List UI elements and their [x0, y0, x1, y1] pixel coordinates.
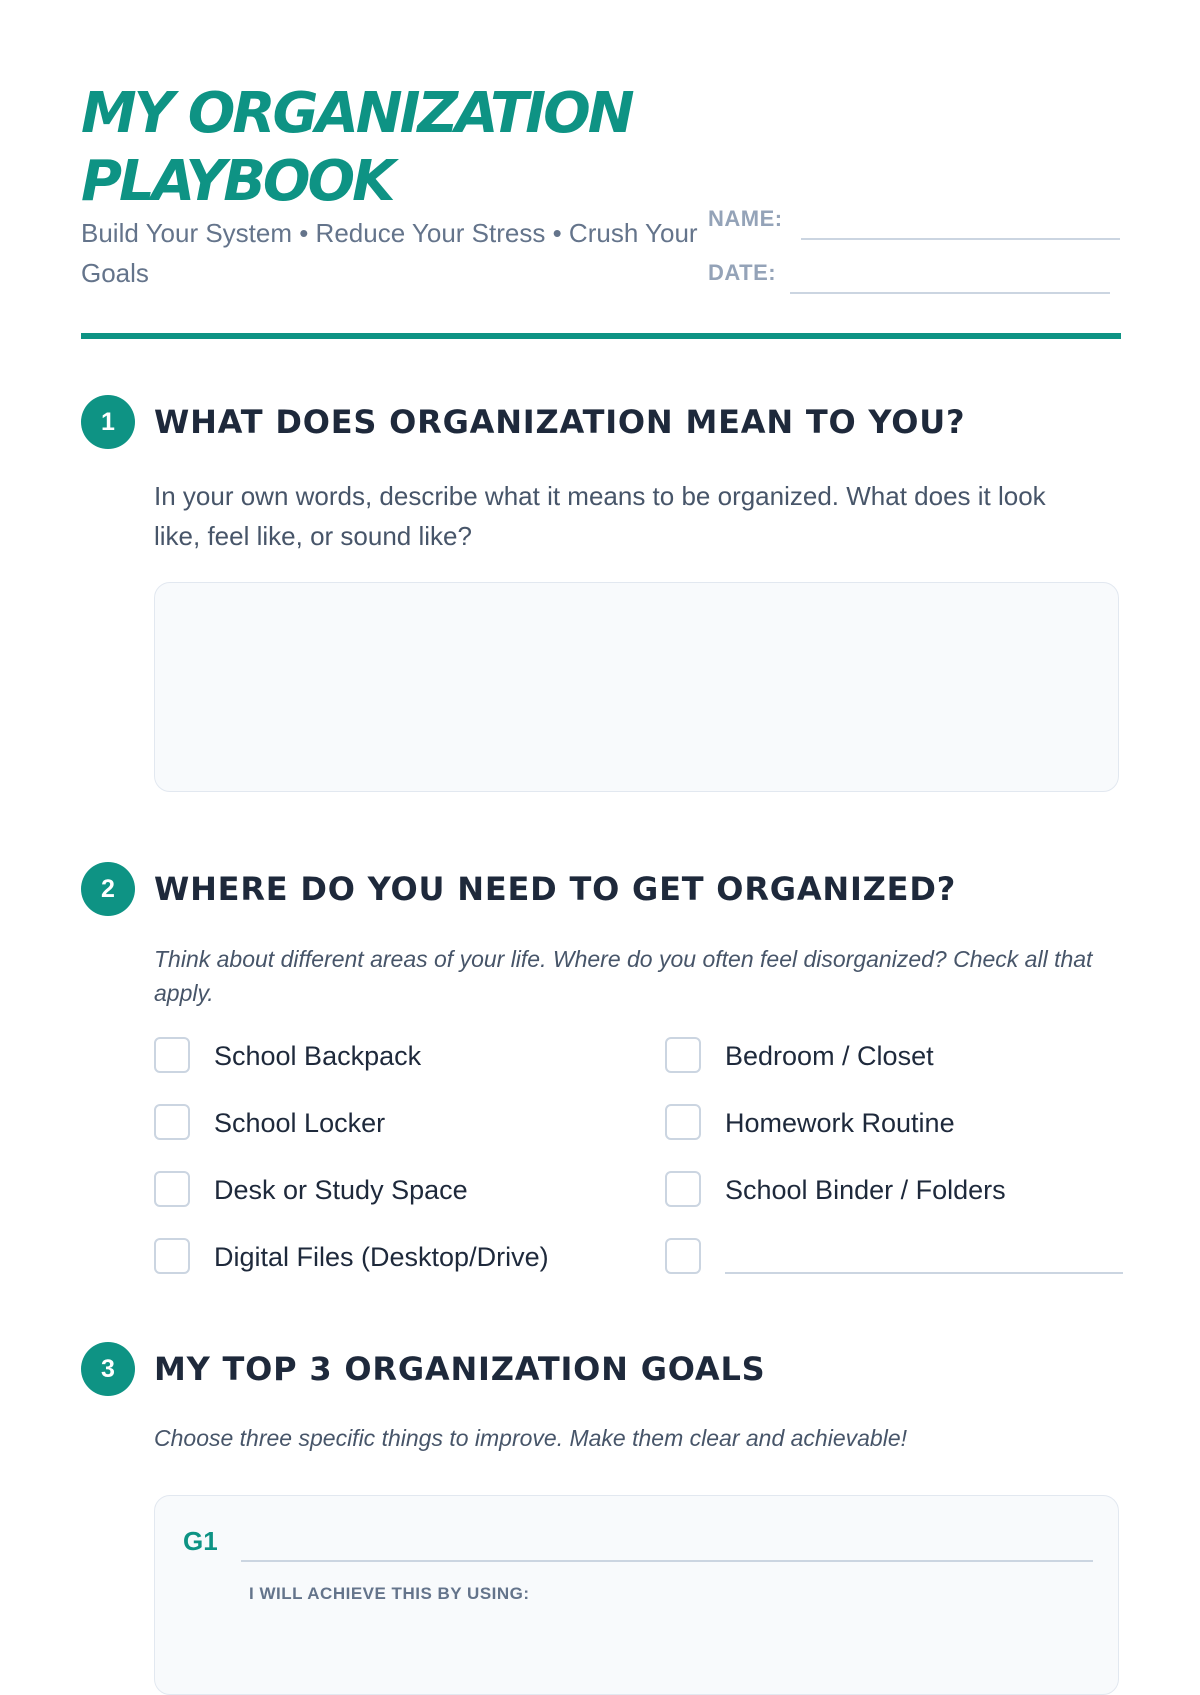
checkbox[interactable] — [665, 1238, 701, 1274]
check-label: School Locker — [214, 1108, 386, 1138]
name-input-line[interactable] — [801, 238, 1120, 240]
name-field-row — [708, 206, 1120, 246]
checkbox[interactable] — [154, 1238, 190, 1274]
date-label: DATE: — [708, 260, 777, 285]
title-line-1: MY ORGANIZATION — [81, 81, 632, 146]
check-label: School Backpack — [214, 1041, 422, 1071]
check-label: Digital Files (Desktop/Drive) — [214, 1242, 549, 1272]
section-2-title: WHERE DO YOU NEED TO GET ORGANIZED? — [154, 870, 957, 908]
section-3-badge: 3 — [81, 1342, 135, 1396]
check-item-desk-study-space[interactable] — [154, 1169, 614, 1211]
goal-id: G1 — [183, 1526, 218, 1556]
date-input-line[interactable] — [790, 292, 1110, 294]
check-label: School Binder / Folders — [725, 1175, 1006, 1205]
section-3-title: MY TOP 3 ORGANIZATION GOALS — [154, 1350, 766, 1388]
check-item-digital-files[interactable] — [154, 1236, 614, 1278]
goal-method-label: I WILL ACHIEVE THIS BY USING: — [249, 1584, 530, 1603]
check-item-school-locker[interactable] — [154, 1102, 614, 1144]
check-item-other[interactable] — [665, 1236, 1125, 1278]
checkbox[interactable] — [665, 1104, 701, 1140]
section-3-prompt: Choose three specific things to improve. Make them clear and achievable! — [154, 1425, 908, 1451]
checkbox[interactable] — [665, 1037, 701, 1073]
check-item-bedroom-closet[interactable] — [665, 1035, 1125, 1077]
checkbox[interactable] — [154, 1037, 190, 1073]
page-title — [81, 80, 632, 216]
section-1-title: WHAT DOES ORGANIZATION MEAN TO YOU? — [154, 403, 966, 441]
goal-write-in-line[interactable] — [241, 1560, 1093, 1562]
goal-card-1 — [154, 1495, 1119, 1695]
section-1-answer-box[interactable] — [154, 582, 1119, 792]
checkbox[interactable] — [154, 1171, 190, 1207]
check-label: Desk or Study Space — [214, 1175, 468, 1205]
section-1-badge: 1 — [81, 395, 135, 449]
section-2-prompt: Think about different areas of your life. Where do you often feel disorganized? Check all that apply. — [154, 946, 1093, 1006]
checkbox[interactable] — [154, 1104, 190, 1140]
page-subtitle: Build Your System • Reduce Your Stress • Crush Your Goals — [81, 218, 698, 288]
checkbox[interactable] — [665, 1171, 701, 1207]
header-divider — [81, 333, 1121, 339]
title-line-2: PLAYBOOK — [81, 149, 393, 214]
other-write-in-line[interactable] — [725, 1272, 1123, 1274]
section-2-badge: 2 — [81, 862, 135, 916]
check-label: Homework Routine — [725, 1108, 955, 1138]
check-item-school-binder[interactable] — [665, 1169, 1125, 1211]
check-item-homework-routine[interactable] — [665, 1102, 1125, 1144]
check-item-school-backpack[interactable] — [154, 1035, 614, 1077]
name-label: NAME: — [708, 206, 783, 231]
section-1-prompt: In your own words, describe what it means to be organized. What does it look like, feel like, or sound like? — [154, 481, 1046, 551]
check-label: Bedroom / Closet — [725, 1041, 934, 1071]
date-field-row — [708, 260, 1110, 300]
